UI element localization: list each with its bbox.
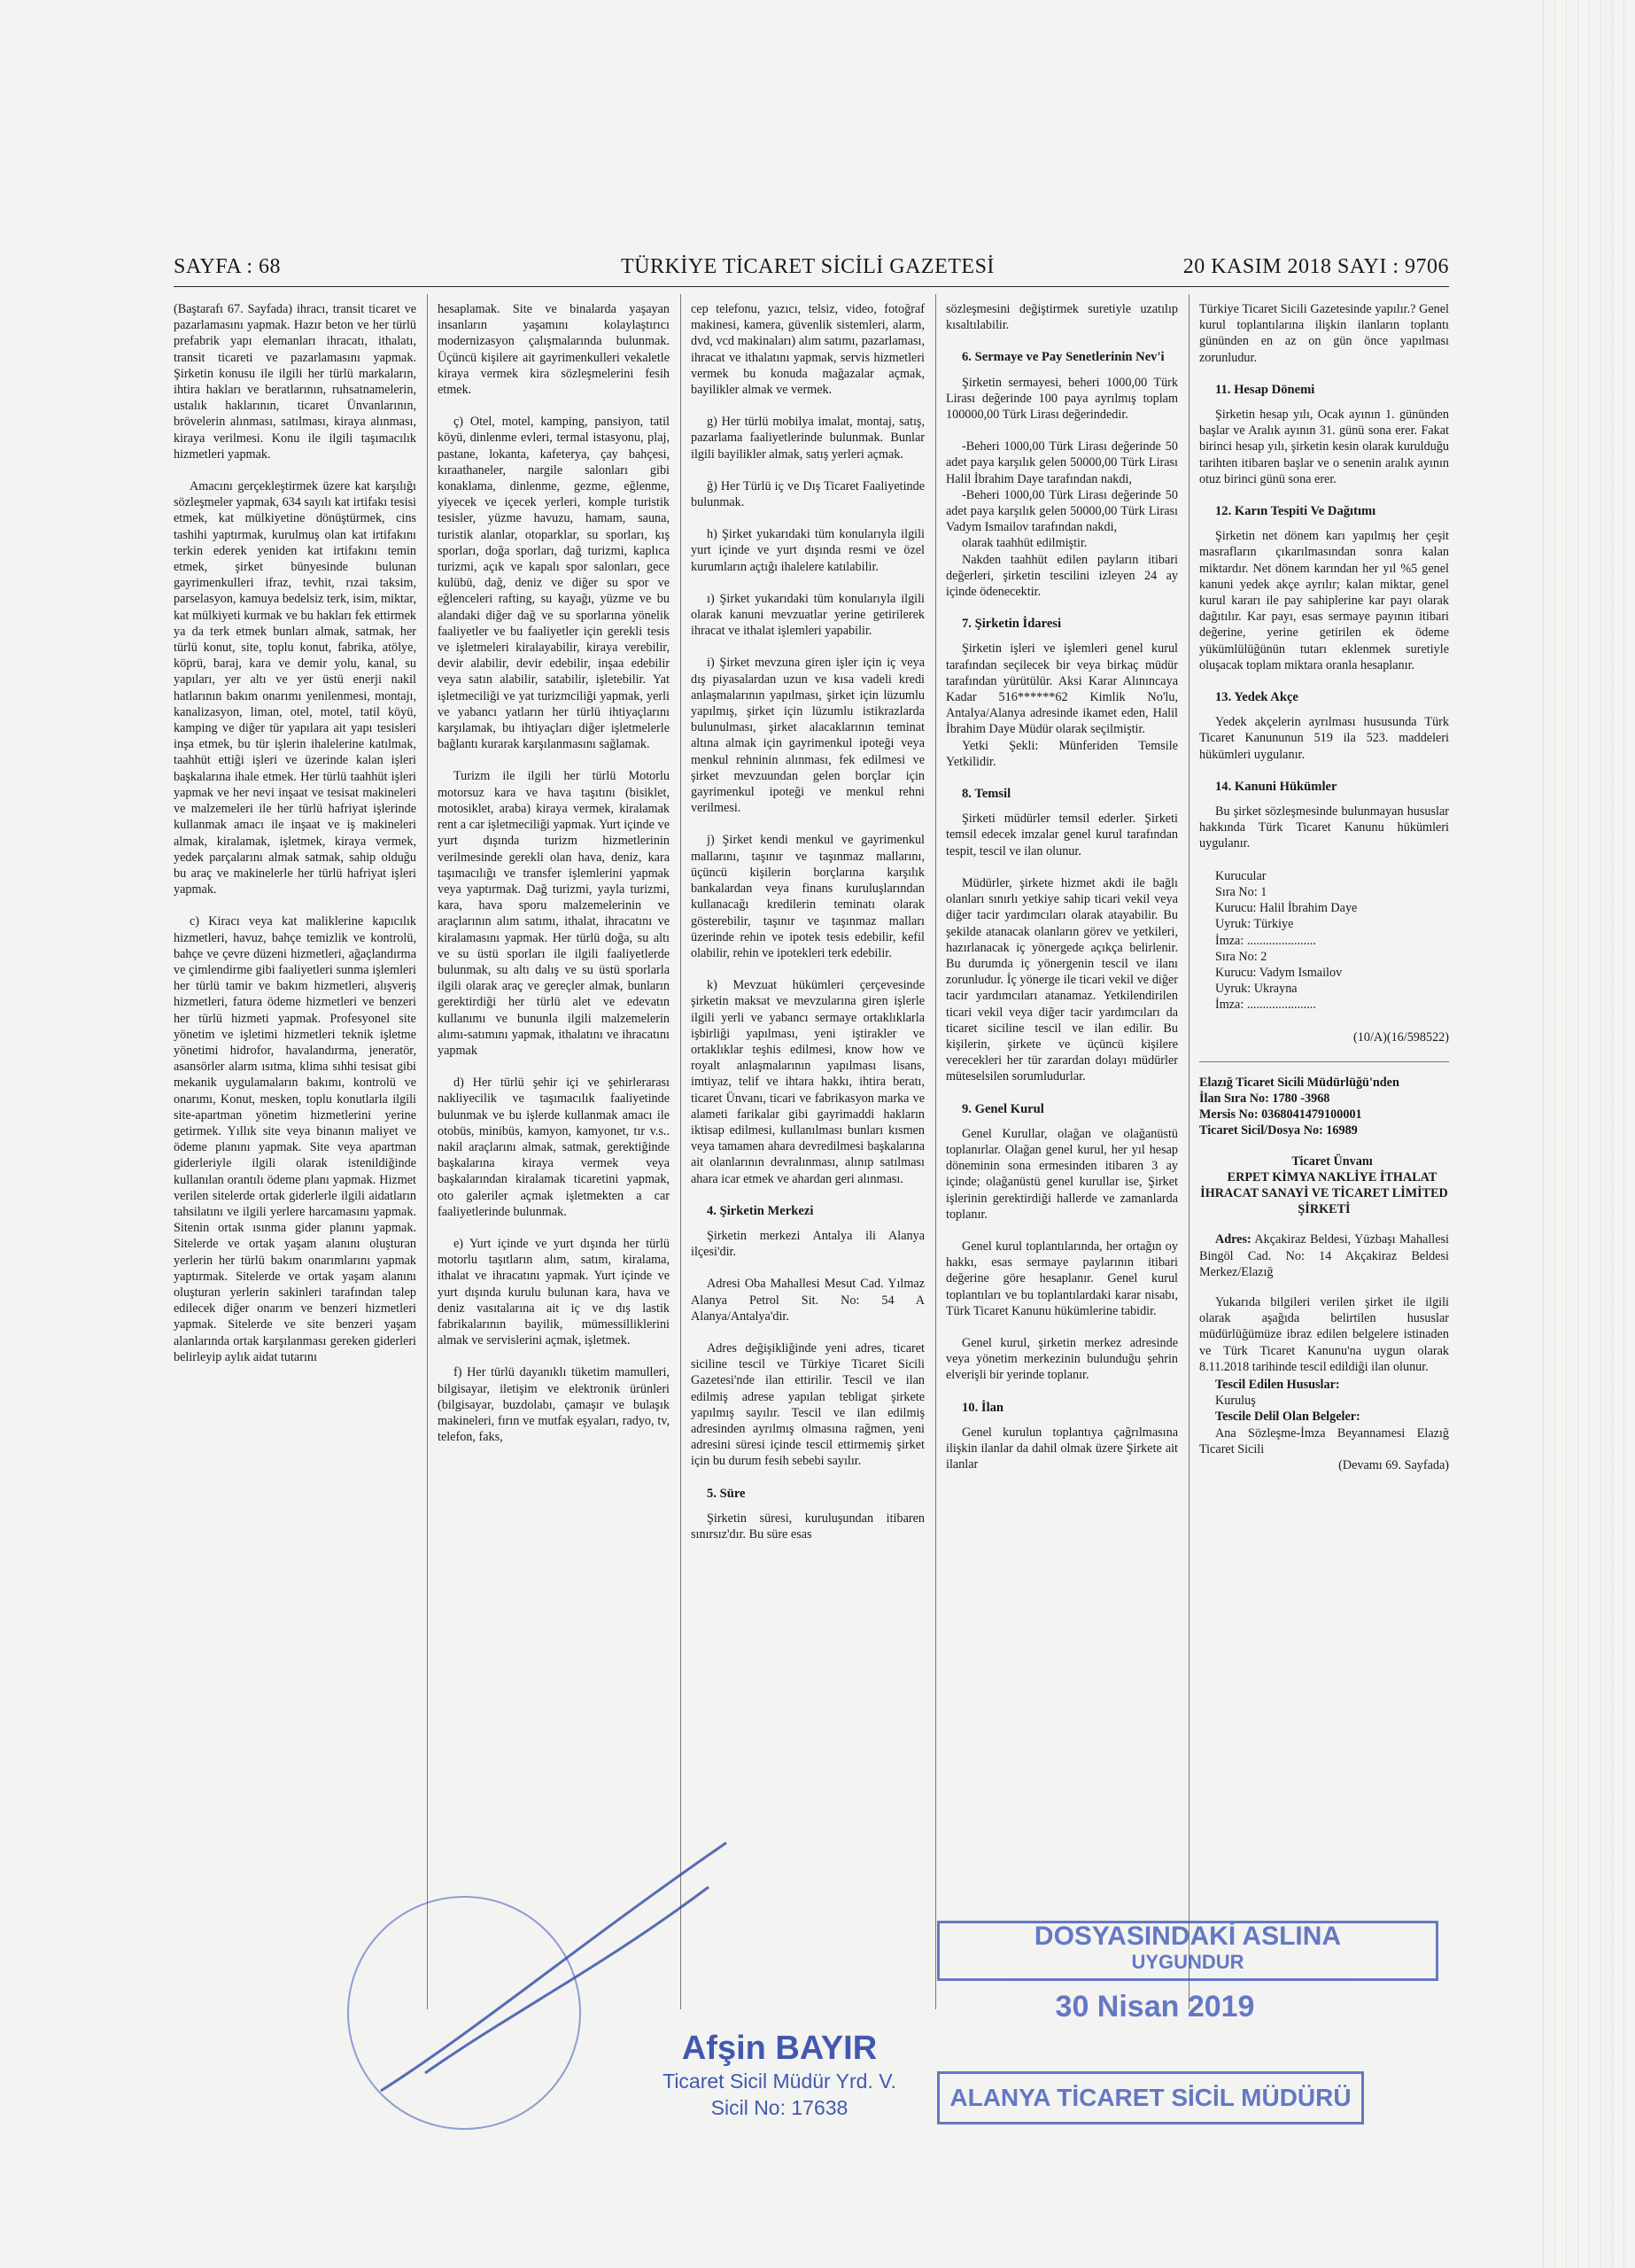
paragraph: d) Her türlü şehir içi ve şehirlerarası nakliyecilik ve taşımacılık faaliyetinde bulunmak ve bu işlerde kullanmak amacı ile otobüs, minibüs, kamyon, kamyonet, tır v.s.. nakil araçlarını almak, satmak, gerektiğinde başkalarına kiraya vermek veya başkalarından kiralamak ticaretini yapmak, oto galeriler açmak işletmekten a car faaliyetlerinde bulunmak. bbox=[438, 1076, 670, 1219]
column-divider bbox=[427, 294, 428, 2009]
section-heading: 8. Temsil bbox=[962, 787, 1011, 802]
signatory-name: Afşin BAYIR bbox=[681, 2030, 878, 2067]
registered-matter: Kuruluş bbox=[1215, 1394, 1256, 1409]
address-text: Akçakiraz Beldesi, Yüzbaşı Mahallesi Bingöl Cad. No: 14 Akçakiraz Beldesi Merkez/Elazığ bbox=[1199, 1232, 1449, 1279]
section-heading: 7. Şirketin İdaresi bbox=[962, 617, 1062, 632]
evidence-documents: Ana Sözleşme-İmza Beyannamesi Elazığ Ticaret Sicili bbox=[1199, 1425, 1449, 1456]
paragraph: (Baştarafı 67. Sayfada) ihracı, transit ticaret ve pazarlamasını yapmak. Hazır beton ve her türlü prefabrik yapı elemanları ihracatı, ithalatı, transit ticareti ve pazarlamasını yapmak. Şirketin konusu ile ilgili her türlü markaların, ihtira hakları ve beratlarının, ruhsatnamelerin, ustalık haklarının, ticaret Ünvanlarının, brövelerin alınması, satılması, kiraya alınması, kiraya verilmesi. Konu ile ilgili taşımacılık hizmetleri yapmak. bbox=[174, 302, 416, 462]
section-heading: 13. Yedek Akçe bbox=[1215, 690, 1298, 705]
founder-line: Kurucular bbox=[1215, 868, 1267, 883]
gazette-title: TÜRKİYE TİCARET SİCİLİ GAZETESİ bbox=[621, 255, 995, 278]
paragraph: Amacını gerçekleştirmek üzere kat karşılığı sözleşmeler yapmak, 634 sayılı kat irtifakı tesisi etmek, kat mülkiyetine dönüştürmek, cins tashihi yaptırmak, kurulmuş olan kat irtifakını terkin ederek yeniden kat irtifakını temin etmek, şirket bünyesinde bulunan gayrimenkulleri ifraz, tevhit, rızai taksim, parselasyon, kamuya bedelsiz terk, isim, miktar, kat mülkiyeti kurmak ve bu hakları fek ettirmek ya da terk etmek bunları almak, satmak, her türlü konut, site, toplu konut, fabrika, atölye, köprü, baraj, kara ve demir yolu, kanal, su yapıları, yer altı ve yer üstü enerji nakil hatlarının bakım onarımı yenilenmesi, montajı, kanalizasyon, liman, otel, motel, tatil köyü, kamping ve diğer tür yapılara ait yapı tesisleri inşa etmek, bu tür işlerin ihalelerine katılmak, taahhüt ettiği işleri ve üzerinde kalan işleri başkalarına ihale etmek. Her türlü taahhüt işleri yapmak ve her nevi inşaat ve tesisat makineleri ve malzemeleri ile her türlü hafriyat işlerinde kullanmak amacı ile inşaat ve iş makineleri almak, kiralamak, işletmek, kiraya vermek, yedek parçalarını almak satmak, sahip olduğu bu araç ve makinelerle her türlü hafriyat işleri yapmak. bbox=[174, 479, 416, 897]
founder-line: Uyruk: Ukrayna bbox=[1215, 982, 1298, 997]
column-2 bbox=[438, 301, 670, 1993]
certified-copy-subtext: UYGUNDUR bbox=[1131, 1951, 1244, 1973]
column-divider bbox=[935, 294, 936, 2009]
issue-date: 20 KASIM 2018 SAYI : 9706 bbox=[1182, 255, 1449, 278]
paragraph: Genel kurul, şirketin merkez adresinde veya yönetim merkezinin bulunduğu şehrin elverişli bir yerinde toplanır. bbox=[946, 1335, 1178, 1383]
paragraph: Bu şirket sözleşmesinde bulunmayan hususlar hakkında Türk Ticaret Kanunu hükümleri uygulanır. bbox=[1199, 804, 1449, 851]
evidence-documents-label: Tescile Delil Olan Belgeler: bbox=[1215, 1410, 1360, 1425]
ilan-sira-no: İlan Sıra No: 1780 -3968 bbox=[1199, 1091, 1330, 1106]
paragraph: Adresi Oba Mahallesi Mesut Cad. Yılmaz Alanya Petrol Sit. No: 54 A Alanya/Antalya'dir. bbox=[691, 1277, 925, 1324]
mersis-no: Mersis No: 0368041479100001 bbox=[1199, 1107, 1362, 1122]
paragraph: -Beheri 1000,00 Türk Lirası değerinde 50 adet paya karşılık gelen 50000,00 Türk Lirası Halil İbrahim Daye tarafından nakdi, bbox=[946, 439, 1178, 486]
paragraph: Turizm ile ilgili her türlü Motorlu motorsuz kara ve hava taşıtını (bisiklet, motosiklet, araba) kiraya vermek, kiralamak rent a car işletmeciliği yapmak. Yurt içinde ve yurt dışında turizm hizmetlerinin verilmesinde gerekli olan hava, deniz, kara taşımacılığı ve transfer işlemlerini yapmak veya yaptırmak. Dağ turizmi, yayla turizmi, kara, hava sporu malzemelerinin ve araçlarının alım satımı, ithalat, ihracatını ve kiralamasını yapmak. Her türlü doğa, su altı ve su üstü sporları ile ilgili faaliyetlerde bulunmak, su altı dalış ve su üstü sporlarla ilgili olarak araç ve gereçler almak, bunların gerektirdiği her türlü alet ve edevatın kullanımı ve bununla ilgili malzemelerin alımı-satımını yapmak, ithalatını ve ihracatını yapmak bbox=[438, 769, 670, 1058]
paragraph: h) Şirket yukarıdaki tüm konularıyla ilgili yurt içinde ve yurt dışında resmi ve özel kurumların açtığı ihalelere katılabilir. bbox=[691, 527, 925, 574]
address-line bbox=[1199, 1231, 1449, 1280]
founder-line: Kurucu: Halil İbrahim Daye bbox=[1215, 901, 1358, 916]
paragraph: Şirketin merkezi Antalya ili Alanya ilçesi'dir. bbox=[691, 1228, 925, 1260]
date-stamp: 30 Nisan 2019 bbox=[1055, 1990, 1255, 2023]
sicil-no: Ticaret Sicil/Dosya No: 16989 bbox=[1199, 1123, 1358, 1138]
paragraph: Genel kurulun toplantıya çağrılmasına ilişkin ilanlar da dahil olmak üzere Şirkete ait ilanlar bbox=[946, 1425, 1178, 1472]
registered-matters-label: Tescil Edilen Hususlar: bbox=[1215, 1377, 1340, 1392]
paragraph: Şirketin sermayesi, beheri 1000,00 Türk Lirası değerinde 100 paya ayrılmış toplam 100000,00 Türk Lirası değerindedir. bbox=[946, 375, 1178, 423]
certified-copy-stamp bbox=[937, 1921, 1438, 1981]
column-1 bbox=[174, 301, 416, 1993]
paragraph: i) Şirket mevzuna giren işler için iç veya dış piyasalardan uzun ve kısa vadeli kredi anlaşmalarının yapılması, şirket için lüzumlu yapılmış, şirket için lüzumlu istikrazlarda bulunulması, şirket alacaklarının teminat altına almak için gayrimenkul ipoteği veya menkul rehninin alınması, fek edilmesi ve şirket mevzuundan gelen borçlar için gayrimenkul ipoteği ve menkul rehni verilmesi. bbox=[691, 656, 925, 816]
page-number: SAYFA : 68 bbox=[174, 255, 282, 278]
signatory-title: Ticaret Sicil Müdür Yrd. V. bbox=[663, 2070, 896, 2093]
paragraph: Şirketin işleri ve işlemleri genel kurul tarafından seçilecek bir veya birkaç müdür tarafından yürütülür. Aksi Karar Alınıncaya Kadar 516******62 Kimlik No'lu, Antalya/Alanya adresinde ikamet eden, Halil İbrahim Daye Müdür olarak seçilmiştir. bbox=[946, 641, 1178, 737]
paragraph: f) Her türlü dayanıklı tüketim mamulleri, bilgisayar, iletişim ve elektronik ürünleri (bilgisayar, buzdolabı, çamaşır ve bulaşık makineleri, fırın ve mutfak eşyaları, radyo, tv, telefon, faks, bbox=[438, 1365, 670, 1445]
registry-office-stamp: ALANYA TİCARET SİCİL MÜDÜRÜ bbox=[937, 2071, 1364, 2124]
section-heading: 5. Süre bbox=[707, 1486, 746, 1501]
section-heading: 11. Hesap Dönemi bbox=[1215, 382, 1315, 397]
paragraph: sözleşmesini değiştirmek suretiyle uzatılıp kısaltılabilir. bbox=[946, 302, 1178, 333]
paragraph: ı) Şirket yukarıdaki tüm konularıyla ilgili olarak kanuni mevzuatlar yerine getirilerek ihracat ve ithalat işlemleri yapabilir. bbox=[691, 591, 925, 639]
paragraph: -Beheri 1000,00 Türk Lirası değerinde 50 adet paya karşılık gelen 50000,00 Türk Lirası Vadym Ismailov tarafından nakdi, bbox=[946, 487, 1178, 535]
notice-divider bbox=[1199, 1061, 1449, 1062]
continued-note: (Devamı 69. Sayfada) bbox=[1338, 1457, 1449, 1472]
reference-code: (10/A)(16/598522) bbox=[1353, 1029, 1449, 1045]
founder-line: Uyruk: Türkiye bbox=[1215, 917, 1294, 932]
paragraph: Genel kurul toplantılarında, her ortağın oy hakkı, esas sermaye paylarının itibari değerine göre hesaplanır. Genel kurul toplantıları ve bu toplantılardaki karar nisabı, Türk Ticaret Kanunu hükümlerine tabidir. bbox=[946, 1239, 1178, 1318]
founders-list bbox=[1199, 868, 1449, 1014]
section-heading: 10. İlan bbox=[962, 1400, 1004, 1415]
header-rule bbox=[174, 286, 1449, 287]
paragraph: j) Şirket kendi menkul ve gayrimenkul mallarını, taşınır ve taşınmaz mallarını, üçüncü kişilerin borçlarına karşılık bankalardan veya finans kuruluşlarından kullanacağı kredilerin teminatı olarak gösterebilir, taşınır ve taşınmaz malları üzerinde rehin ve ipotek tesis edebilir, kefil olabilir, rehin ve ipotekleri terk edebilir. bbox=[691, 833, 925, 960]
paragraph: e) Yurt içinde ve yurt dışında her türlü motorlu taşıtların alım, satım, kiralama, ithalat ve ihracatını yapmak. Yurt içinde ve yurt dışında kurulu bulunan kara, hava ve deniz vasıtalarına ait iç ve dış lastik fabrikalarının bayilik, mümessilliklerini almak ve servislerini açmak, işletmek. bbox=[438, 1236, 670, 1348]
paragraph: Şirketin hesap yılı, Ocak ayının 1. gününden başlar ve Aralık ayının 31. günü sona erer. Fakat birinci hesap yılı, şirketin kesin olarak kurulduğu tarihten itibaren başlar ve o senenin aralık ayının otuz birinci günü sona erer. bbox=[1199, 408, 1449, 486]
section-heading: 6. Sermaye ve Pay Senetlerinin Nev'i bbox=[962, 350, 1165, 365]
paragraph: olarak taahhüt edilmiştir. bbox=[962, 536, 1088, 551]
column-5 bbox=[1199, 301, 1449, 1993]
company-name: ERPET KİMYA NAKLİYE İTHALAT İHRACAT SANAYİ VE TİCARET LİMİTED ŞİRKETİ bbox=[1200, 1169, 1448, 1217]
founder-line: Kurucu: Vadym Ismailov bbox=[1215, 965, 1343, 980]
certified-copy-text: DOSYASINDAKİ ASLINA bbox=[1034, 1922, 1342, 1951]
paragraph: Şirketin net dönem karı yapılmış her çeşit masrafların çıkarılmasından sonra kalan miktardır. Net dönem karından her yıl %5 genel kanuni yedek akçe ayrılır; kalan miktar, genel kurul kararı ile pay sahiplerine kar payı olarak dağıtılır. Kar payı, esas sermaye payının itibari değerine, yerine getirilen ek ödeme yükümlülüğünün tutarı eklenmek suretiyle oluşacak toplam miktara oranla hesaplanır. bbox=[1199, 529, 1449, 672]
scan-edge bbox=[1538, 0, 1635, 2268]
column-4 bbox=[946, 301, 1178, 1993]
paragraph: Yedek akçelerin ayrılması hususunda Türk Ticaret Kanununun 519 ila 523. maddeleri hükümleri uygulanır. bbox=[1199, 715, 1449, 762]
section-heading: 14. Kanuni Hükümler bbox=[1215, 779, 1337, 794]
paragraph: ğ) Her Türlü iç ve Dış Ticaret Faaliyetinde bulunmak. bbox=[691, 478, 925, 510]
registry-office: Elazığ Ticaret Sicili Müdürlüğü'nden bbox=[1199, 1075, 1399, 1090]
paragraph: Şirketi müdürler temsil ederler. Şirketi temsil edecek imzalar genel kurul tarafından tespit, tescil ve ilan olunur. bbox=[946, 812, 1178, 858]
paragraph: k) Mevzuat hükümleri çerçevesinde şirketin maksat ve mevzularına giren işlerle ilgili yerli ve yabancı sermaye ortaklıklarla işbirliği yapılması, yeni iştirakler ve ortaklıklar teşhis edilmesi, know how ve royalt anlaşmalarının yapılması lisans, imtiyaz, telif ve ihtara hakkı, ihtira beratı, ticaret Ünvanı, ticari ve fabrikasyon marka ve alameti farikalar gibi gayrimaddi hakların iktisap edilmesi, kullanılması bunları kısmen veya tamamen ahara devredilmesi başkalarına ait olanlarının devralınması, alınıp satılması ahara icar etmek ve ahardan geri alınması. bbox=[691, 978, 925, 1186]
page-header bbox=[174, 250, 1449, 285]
paragraph: Şirketin süresi, kuruluşundan itibaren sınırsız'dır. Bu süre esas bbox=[691, 1511, 925, 1542]
column-3 bbox=[691, 301, 925, 1993]
paragraph: Yetki Şekli: Münferiden Temsile Yetkilidir. bbox=[946, 738, 1178, 769]
signature-block bbox=[638, 2029, 921, 2121]
founder-line: İmza: ...................... bbox=[1215, 998, 1316, 1013]
trade-name-label: Ticaret Ünvanı bbox=[1291, 1153, 1373, 1169]
paragraph: hesaplamak. Site ve binalarda yaşayan insanların yaşamını kolaylaştırıcı modernizasyon çalışmalarında bulunmak. Üçüncü kişilere ait gayrimenkulleri vekaletle kiraya vermek kira sözleşmelerini fesih etmek. bbox=[438, 302, 670, 398]
paragraph: Türkiye Ticaret Sicili Gazetesinde yapılır.? Genel kurul toplantılarına ilişkin ilanların toplantı gününden en az on gün önce yapılması zorunludur. bbox=[1199, 302, 1449, 365]
paragraph: Yukarıda bilgileri verilen şirket ile ilgili olarak aşağıda belirtilen hususlar müdürlüğümüze ibraz edilen belgelere istinaden ve Türk Ticaret Kanunu'na uygun olarak 8.11.2018 tarihinde tescil edildiği ilan olunur. bbox=[1199, 1294, 1449, 1374]
paragraph: Nakden taahhüt edilen payların itibari değerleri, şirketin tescilini izleyen 24 ay içinde ödenecektir. bbox=[946, 552, 1178, 600]
paragraph: cep telefonu, yazıcı, telsiz, video, fotoğraf makinesi, kamera, güvenlik sistemleri, alarm, dvd, vcd makinaları) alım satımı, pazarlaması, ihracat ve ithalatını yapmak, servis hizmetleri vermek bu konuda mağazalar açmak, bayilikler almak ve vermek. bbox=[691, 302, 925, 398]
founder-line: Sıra No: 2 bbox=[1215, 949, 1267, 964]
address-label: Adres: bbox=[1215, 1232, 1251, 1247]
paragraph: c) Kiracı veya kat maliklerine kapıcılık hizmetleri, havuz, bahçe temizlik ve kontrolü, bahçe ve çevre düzeni hizmetleri, ağaçlandırma ve çimlendirme gibi faaliyetleri sunma işlemleri her türlü tamir ve bakım hizmetleri, alışveriş hizmetleri, fatura ödeme hizmetleri ve benzeri her türlü hizmeti yapmak. Profesyonel site yönetim ve işletimi hizmetleri teknik işletme yönetimi hidrofor, havalandırma, jeneratör, asansörler alarm ısıtma, klima sıhhi tesisat gibi mekanik uygulamaların bakımı, kontrolü ve onarımı, Konut, mesken, toplu konutlarla ilgili site-apartman yönetim hizmetlerini yerine getirmek. Yıllık site veya binanın maliyet ve ödeme planını yapmak. Site veya apartman giderleriyle ilgili olarak istenildiğinde kullanılan orantılı ödeme planı yapmak. Hizmet verilen sitelerde ortak giderlerle ilgili aidatların tahsilatını ve ilgili yerlere harcamasını yapmak. Sitenin ortak ısınma gider planını yapmak. Sitelerde ve ortak yaşam alanını oluşturan yerlerin her türlü bakım onarımlarını yapmak yaptırmak. Sitelerde ve ortak yaşam alanını oluşturan yerlerin sakinleri tarafından talep edilecek diğer onarım ve benzeri hizmetleri yapmak. Sitelerde ve site benzeri yaşam alanlarında ortak karşılanması gereken giderleri belirleyip aylık aidat tutarını bbox=[174, 914, 416, 1364]
paragraph: ç) Otel, motel, kamping, pansiyon, tatil köyü, dinlenme evleri, termal istasyonu, plaj, pastane, lokanta, kafeterya, çay bahçesi, kıraathaneler, nargile salonları gibi konaklama, dinlenme, gezme, eğlenme, yiyecek ve içecek yerleri, komple turistik tesisler, yüzme havuzu, hamam, sauna, turistik alanlar, otoparklar, su sporları, kış sporları, doğa sporları, dağ turizmi, kaplıca turizmi, açık ve kapalı spor salonları, gece kulübü, dağ, deniz ve diğer su spor ve eğlenceleri rafting, su kayağı, yüzme ve bu alandaki diğer dağ ve su sporlarına yönelik faaliyetler ve bu faaliyetler için gerekli tesis ve işletmeleri kiralayabilir, kiraya verebilir, devir alabilir, devir edebilir, inşaa edebilir veya satın alabilir, satabilir, işletebilir. Yat işletmeciliği ve yat turizmciliği yapmak, yerli ve yabancı yatların her türlü ihtiyaçlarını karşılamak, bu ihtiyaçları diğer işletmelerle bağlantı kurarak karşılanmasını sağlamak. bbox=[438, 415, 670, 752]
paragraph: g) Her türlü mobilya imalat, montaj, satış, pazarlama faaliyetlerinde bulunmak. Bunlar ilgili bayilikler almak, satış yerleri açmak. bbox=[691, 415, 925, 462]
founder-line: Sıra No: 1 bbox=[1215, 884, 1267, 899]
section-heading: 4. Şirketin Merkezi bbox=[707, 1203, 814, 1218]
section-heading: 12. Karın Tespiti Ve Dağıtımı bbox=[1215, 504, 1376, 519]
paragraph: Genel Kurullar, olağan ve olağanüstü toplanırlar. Olağan genel kurul, her yıl hesap döneminin sona ermesinden itibaren 3 ay içinde; olağanüstü genel kurullar ise, Şirket işlerinin gerektirdiği hallerde ve zamanlarda toplanır. bbox=[946, 1126, 1178, 1222]
section-heading: 9. Genel Kurul bbox=[962, 1101, 1044, 1116]
paragraph: Adres değişikliğinde yeni adres, ticaret siciline tescil ve Türkiye Ticaret Sicili Gazetesi'nde ilan ettirilir. Tescil ve ilan edilmiş adrese yapılan tebligat şirkete yapılmış sayılır. Tescil ve ilan edilmiş adresinden ayrılmış olmasına rağmen, yeni adresini süresi içinde tescil ettirmemiş şirket için bu durum fesih sebebi sayılır. bbox=[691, 1340, 925, 1469]
founder-line: İmza: ...................... bbox=[1215, 933, 1316, 948]
column-divider bbox=[680, 294, 681, 2009]
signatory-sicil: Sicil No: 17638 bbox=[710, 2096, 848, 2119]
paragraph: Müdürler, şirkete hizmet akdi ile bağlı olanları sınırlı yetkiye sahip ticari vekil veya diğer tacir yardımcıları olarak atayabilir. Bu şekilde atanacak olanların görev ve yetkileri, hazırlanacak iç yönergede açıkça belirlenir. Bu durumda iç yönergenin tescil ve ilanı zorunludur. İç yönerge ile ticari vekil ve diğer tacir yardımcıları atanamaz. Yetkilendirilen ticari vekil veya diğer tacir yardımcıları da ticaret siciline tescil ve ilan edilir. Bu kişilerin, şirkete ve üçüncü kişilere verecekleri her tür zarardan dolayı müdürler müteselsilen sorumludurlar. bbox=[946, 875, 1178, 1084]
